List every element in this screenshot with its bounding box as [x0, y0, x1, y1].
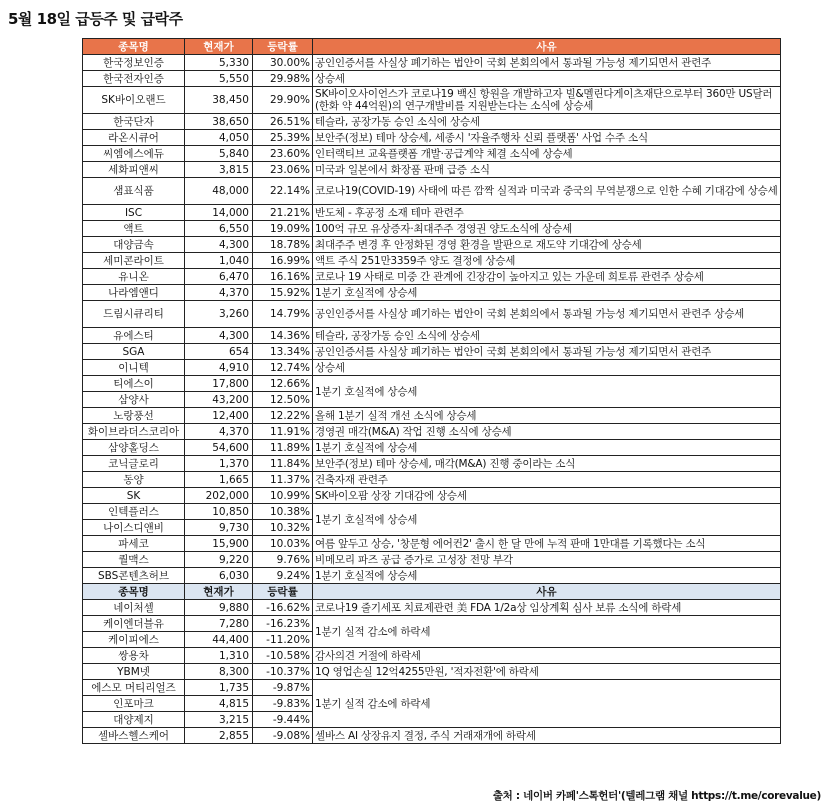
- stock-rate: -11.20%: [253, 632, 313, 648]
- stock-price: 9,220: [185, 552, 253, 568]
- stock-price: 7,280: [185, 616, 253, 632]
- header-rate: 등락률: [253, 39, 313, 55]
- stock-name: 인포마크: [83, 696, 185, 712]
- stock-rate: 22.14%: [253, 178, 313, 205]
- stock-rate: -16.23%: [253, 616, 313, 632]
- stock-reason: 코로나 19 사태로 미중 간 관계에 긴장감이 높아지고 있는 가운데 희토류 관련주 상승세: [313, 269, 781, 285]
- stock-rate: 11.84%: [253, 456, 313, 472]
- stock-reason: 1분기 실적 감소에 하락세: [313, 680, 781, 728]
- stock-name: 삼양홀딩스: [83, 440, 185, 456]
- stock-rate: 10.99%: [253, 488, 313, 504]
- stock-reason: 테슬라, 공장가동 승인 소식에 상승세: [313, 114, 781, 130]
- stock-price: 9,880: [185, 600, 253, 616]
- page-title: 5월 18일 급등주 및 급락주: [8, 10, 183, 28]
- stock-name: 나라엠앤디: [83, 285, 185, 301]
- stock-reason: SK바이오팜 상장 기대감에 상승세: [313, 488, 781, 504]
- stock-reason: 코로나19(COVID-19) 사태에 따른 깜짝 실적과 미국과 중국의 무역분쟁으로 인한 수혜 기대감에 상승세: [313, 178, 781, 205]
- stock-reason: 반도체 - 후공정 소재 테마 관련주: [313, 205, 781, 221]
- stock-reason: 최대주주 변경 후 안정화된 경영 환경을 발판으로 재도약 기대감에 상승세: [313, 237, 781, 253]
- stock-name: 티에스이: [83, 376, 185, 392]
- stock-price: 17,800: [185, 376, 253, 392]
- stock-reason: 미국과 일본에서 화장품 판매 급증 소식: [313, 162, 781, 178]
- stock-name: 한국단자: [83, 114, 185, 130]
- stock-name: 이니텍: [83, 360, 185, 376]
- stock-name: 세미콘라이트: [83, 253, 185, 269]
- stock-reason: 여름 앞두고 상승, '창문형 에어컨2' 출시 한 달 만에 누적 판매 1만대를 기록했다는 소식: [313, 536, 781, 552]
- stock-name: 인텍플러스: [83, 504, 185, 520]
- stock-reason: 1Q 영업손실 12억4255만원, '적자전환'에 하락세: [313, 664, 781, 680]
- stock-reason: 비메모리 파즈 공급 증가로 고성장 전망 부각: [313, 552, 781, 568]
- stock-price: 4,300: [185, 237, 253, 253]
- stock-rate: 25.39%: [253, 130, 313, 146]
- stock-price: 4,910: [185, 360, 253, 376]
- stock-price: 202,000: [185, 488, 253, 504]
- stock-name: 유니온: [83, 269, 185, 285]
- stock-reason: 셀바스 AI 상장유지 결정, 주식 거래재개에 하락세: [313, 728, 781, 744]
- stock-rate: 26.51%: [253, 114, 313, 130]
- stock-name: 액트: [83, 221, 185, 237]
- stock-price: 1,040: [185, 253, 253, 269]
- stock-name: 씨엠에스에듀: [83, 146, 185, 162]
- stock-price: 4,300: [185, 328, 253, 344]
- stock-reason: 1분기 호실적에 상승세: [313, 568, 781, 584]
- stock-rate: -9.87%: [253, 680, 313, 696]
- stock-name: 동양: [83, 472, 185, 488]
- stock-name: 케이엔더블유: [83, 616, 185, 632]
- stock-price: 10,850: [185, 504, 253, 520]
- stock-price: 8,300: [185, 664, 253, 680]
- stock-name: 한국전자인증: [83, 71, 185, 87]
- stock-name: 코닉글로리: [83, 456, 185, 472]
- stock-price: 1,665: [185, 472, 253, 488]
- stock-rate: 29.90%: [253, 87, 313, 114]
- stock-reason: 보안주(정보) 테마 상승세, 세종시 '자율주행차 신뢰 플랫폼' 사업 수주 소식: [313, 130, 781, 146]
- header-reason: 사유: [313, 39, 781, 55]
- stock-name: 삼양사: [83, 392, 185, 408]
- stock-rate: 15.92%: [253, 285, 313, 301]
- stock-reason: 1분기 호실적에 상승세: [313, 376, 781, 408]
- stock-reason: 코로나19 줄기세포 치료제관련 美 FDA 1/2a상 임상계획 심사 보류 소식에 하락세: [313, 600, 781, 616]
- stock-price: 3,815: [185, 162, 253, 178]
- stock-reason: 1분기 호실적에 상승세: [313, 440, 781, 456]
- stock-name: 파세코: [83, 536, 185, 552]
- stock-reason: 공인인증서를 사실상 폐기하는 법안이 국회 본회의에서 통과될 가능성 제기되면서 관련주 상승세: [313, 301, 781, 328]
- stock-name: SK: [83, 488, 185, 504]
- stock-table: [82, 38, 781, 744]
- stock-rate: 12.66%: [253, 376, 313, 392]
- stock-reason: 공인인증서를 사실상 폐기하는 법안이 국회 본회의에서 통과될 가능성 제기되면서 관련주: [313, 344, 781, 360]
- stock-price: 9,730: [185, 520, 253, 536]
- stock-name: 네이처셀: [83, 600, 185, 616]
- stock-reason: 보안주(정보) 테마 상승세, 매각(M&A) 진행 중이라는 소식: [313, 456, 781, 472]
- stock-reason: 공인인증서를 사실상 폐기하는 법안이 국회 본회의에서 통과될 가능성 제기되면서 관련주: [313, 55, 781, 71]
- stock-price: 5,330: [185, 55, 253, 71]
- stock-price: 5,550: [185, 71, 253, 87]
- stock-price: 4,370: [185, 424, 253, 440]
- stock-reason: 상승세: [313, 71, 781, 87]
- stock-reason: 100억 규모 유상증자·최대주주 경영권 양도소식에 상승세: [313, 221, 781, 237]
- gainers-header-row: [83, 39, 781, 55]
- stock-name: 대양제지: [83, 712, 185, 728]
- stock-price: 5,840: [185, 146, 253, 162]
- header-price: 현재가: [185, 584, 253, 600]
- stock-name: 나이스디앤비: [83, 520, 185, 536]
- stock-name: ISC: [83, 205, 185, 221]
- stock-reason: 1분기 호실적에 상승세: [313, 504, 781, 536]
- stock-rate: 10.38%: [253, 504, 313, 520]
- header-rate: 등락률: [253, 584, 313, 600]
- stock-rate: 12.50%: [253, 392, 313, 408]
- stock-reason: 경영권 매각(M&A) 작업 진행 소식에 상승세: [313, 424, 781, 440]
- stock-rate: 19.09%: [253, 221, 313, 237]
- stock-price: 12,400: [185, 408, 253, 424]
- stock-name: 드림시큐리티: [83, 301, 185, 328]
- stock-rate: 21.21%: [253, 205, 313, 221]
- stock-rate: 23.60%: [253, 146, 313, 162]
- stock-rate: 29.98%: [253, 71, 313, 87]
- stock-rate: 11.89%: [253, 440, 313, 456]
- stock-name: SBS콘텐츠허브: [83, 568, 185, 584]
- stock-name: 노랑풍선: [83, 408, 185, 424]
- stock-name: 에스모 머티리얼즈: [83, 680, 185, 696]
- stock-rate: 11.37%: [253, 472, 313, 488]
- stock-reason: 감사의견 거절에 하락세: [313, 648, 781, 664]
- stock-name: 유에스티: [83, 328, 185, 344]
- stock-price: 3,215: [185, 712, 253, 728]
- stock-price: 3,260: [185, 301, 253, 328]
- stock-rate: 10.32%: [253, 520, 313, 536]
- stock-name: 한국정보인증: [83, 55, 185, 71]
- stock-rate: -9.08%: [253, 728, 313, 744]
- stock-price: 6,550: [185, 221, 253, 237]
- stock-price: 14,000: [185, 205, 253, 221]
- stock-rate: -10.37%: [253, 664, 313, 680]
- stock-reason: 상승세: [313, 360, 781, 376]
- stock-name: 샘표식품: [83, 178, 185, 205]
- stock-rate: 9.76%: [253, 552, 313, 568]
- stock-name: SK바이오랜드: [83, 87, 185, 114]
- stock-rate: 9.24%: [253, 568, 313, 584]
- stock-rate: -9.44%: [253, 712, 313, 728]
- losers-header-row: [83, 584, 781, 600]
- stock-reason: 1분기 호실적에 상승세: [313, 285, 781, 301]
- stock-price: 4,050: [185, 130, 253, 146]
- stock-price: 6,470: [185, 269, 253, 285]
- stock-price: 48,000: [185, 178, 253, 205]
- stock-rate: 16.16%: [253, 269, 313, 285]
- stock-rate: 11.91%: [253, 424, 313, 440]
- stock-rate: 16.99%: [253, 253, 313, 269]
- stock-price: 38,650: [185, 114, 253, 130]
- stock-price: 4,815: [185, 696, 253, 712]
- source-note: 출처 : 네이버 카페'스톡헌터'(텔레그램 채널 https://t.me/corevalue): [492, 790, 821, 802]
- header-name: 종목명: [83, 584, 185, 600]
- stock-name: 대양금속: [83, 237, 185, 253]
- stock-reason: SK바이오사이언스가 코로나19 백신 항원을 개발하고자 빌&멜린다게이츠재단으로부터 360만 US달러(한화 약 44억원)의 연구개발비를 지원받는다는 소식에 상승세: [313, 87, 781, 114]
- stock-rate: 10.03%: [253, 536, 313, 552]
- header-reason: 사유: [313, 584, 781, 600]
- stock-rate: 30.00%: [253, 55, 313, 71]
- stock-price: 4,370: [185, 285, 253, 301]
- stock-reason: 인터랙티브 교육플랫폼 개발·공급계약 체결 소식에 상승세: [313, 146, 781, 162]
- stock-rate: -16.62%: [253, 600, 313, 616]
- stock-name: YBM넷: [83, 664, 185, 680]
- stock-rate: 23.06%: [253, 162, 313, 178]
- header-name: 종목명: [83, 39, 185, 55]
- stock-reason: 건축자재 관련주: [313, 472, 781, 488]
- stock-price: 43,200: [185, 392, 253, 408]
- stock-price: 38,450: [185, 87, 253, 114]
- stock-rate: -9.83%: [253, 696, 313, 712]
- stock-reason: 올해 1분기 실적 개선 소식에 상승세: [313, 408, 781, 424]
- stock-name: 라온시큐어: [83, 130, 185, 146]
- stock-reason: 액트 주식 251만3359주 양도 결정에 상승세: [313, 253, 781, 269]
- stock-rate: 14.79%: [253, 301, 313, 328]
- stock-price: 44,400: [185, 632, 253, 648]
- stock-name: 셀바스헬스케어: [83, 728, 185, 744]
- stock-rate: 12.74%: [253, 360, 313, 376]
- stock-rate: 18.78%: [253, 237, 313, 253]
- stock-rate: -10.58%: [253, 648, 313, 664]
- header-price: 현재가: [185, 39, 253, 55]
- stock-name: 퀄맥스: [83, 552, 185, 568]
- stock-rate: 13.34%: [253, 344, 313, 360]
- stock-price: 15,900: [185, 536, 253, 552]
- stock-rate: 14.36%: [253, 328, 313, 344]
- stock-reason: 테슬라, 공장가동 승인 소식에 상승세: [313, 328, 781, 344]
- stock-price: 1,310: [185, 648, 253, 664]
- stock-price: 1,735: [185, 680, 253, 696]
- stock-rate: 12.22%: [253, 408, 313, 424]
- stock-name: 세화피앤씨: [83, 162, 185, 178]
- stock-price: 1,370: [185, 456, 253, 472]
- stock-price: 6,030: [185, 568, 253, 584]
- stock-price: 2,855: [185, 728, 253, 744]
- stock-name: 화이브라더스코리아: [83, 424, 185, 440]
- stock-name: SGA: [83, 344, 185, 360]
- stock-price: 654: [185, 344, 253, 360]
- stock-reason: 1분기 실적 감소에 하락세: [313, 616, 781, 648]
- stock-name: 케이피에스: [83, 632, 185, 648]
- stock-price: 54,600: [185, 440, 253, 456]
- stock-name: 쌍용차: [83, 648, 185, 664]
